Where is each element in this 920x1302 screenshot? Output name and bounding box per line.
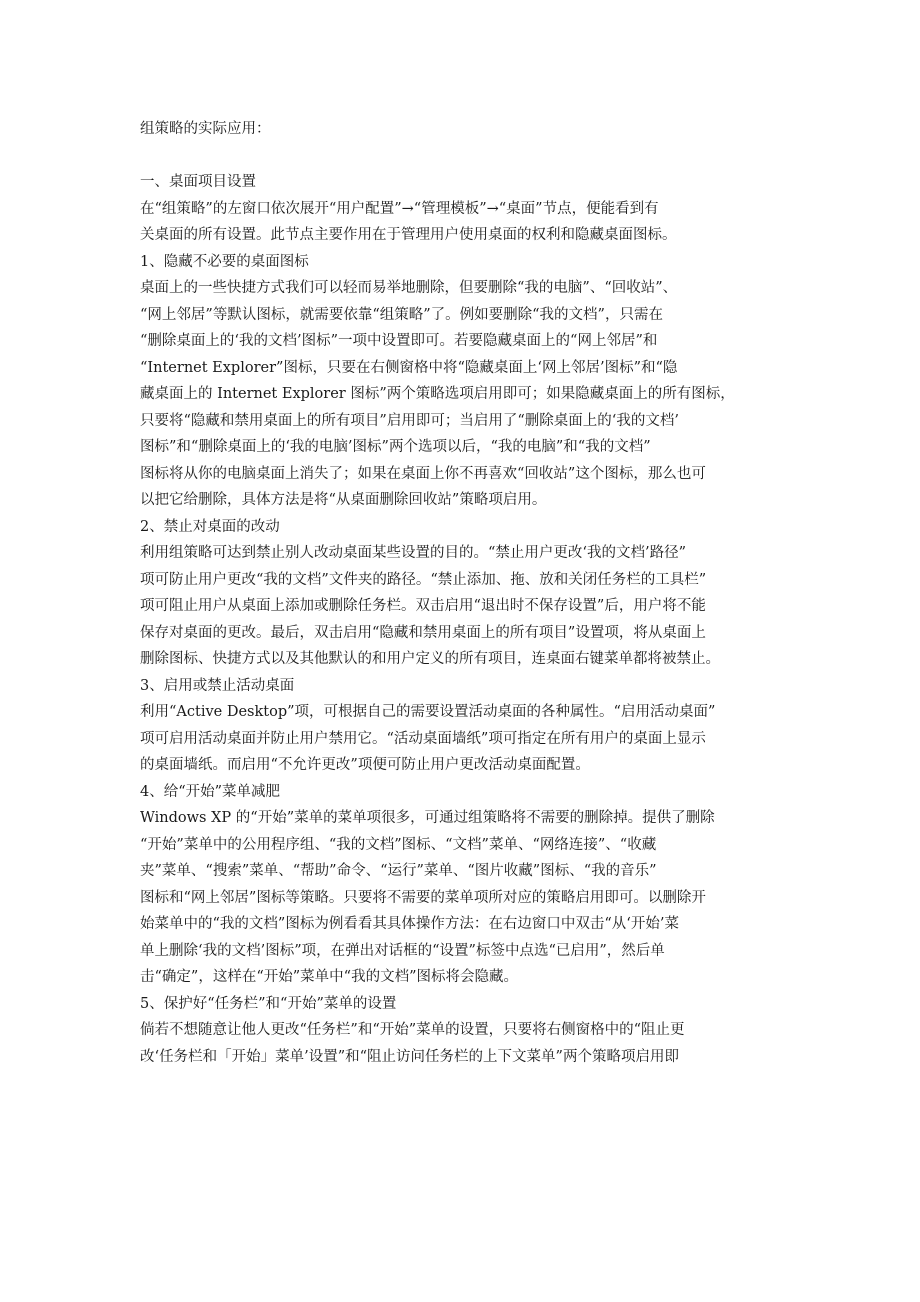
document-body	[140, 116, 790, 1070]
item-heading-start-menu: 4、给“开始”菜单减肥	[140, 783, 281, 800]
item-heading-taskbar-protect: 5、保护好“任务栏”和“开始”菜单的设置	[140, 995, 397, 1012]
paragraph-line: 图标将从你的电脑桌面上消失了；如果在桌面上你不再喜欢“回收站”这个图标，那么也可	[140, 465, 706, 482]
section-heading: 一、桌面项目设置	[140, 174, 256, 190]
blank-line	[140, 143, 790, 170]
paragraph-line: “网上邻居”等默认图标，就需要依靠“组策略”了。例如要删除“我的文档”，只需在	[140, 306, 663, 323]
paragraph-line: 改‘任务栏和「开始」菜单’设置”和“阻止访问任务栏的上下文菜单”两个策略项启用即	[140, 1048, 679, 1065]
intro-line: 关桌面的所有设置。此节点主要作用在于管理用户使用桌面的权利和隐藏桌面图标。	[140, 227, 677, 243]
paragraph-line: 单上删除‘我的文档’图标”项，在弹出对话框的“设置”标签中点选“已启用”，然后单	[140, 942, 665, 959]
paragraph-line: 夹”菜单、“搜索”菜单、“帮助”命令、“运行”菜单、“图片收藏”图标、“我的音乐”	[140, 863, 657, 879]
paragraph-line: 只要将“隐藏和禁用桌面上的所有项目”启用即可；当启用了“删除桌面上的‘我的文档’	[140, 412, 679, 429]
paragraph-line: 桌面上的一些快捷方式我们可以轻而易举地删除，但要删除“我的电脑”、“回收站”、	[140, 280, 678, 296]
paragraph-line: 删除图标、快捷方式以及其他默认的和用户定义的所有项目，连桌面右键菜单都将被禁止。	[140, 651, 720, 667]
paragraph-line: 利用组策略可达到禁止别人改动桌面某些设置的目的。“禁止用户更改‘我的文档’路径”	[140, 545, 687, 561]
paragraph-line: 藏桌面上的 Internet Explorer 图标”两个策略选项启用即可；如果隐藏桌面上的所有图标，	[140, 386, 735, 402]
paragraph-line: 击“确定”，这样在“开始”菜单中“我的文档”图标将会隐藏。	[140, 969, 518, 985]
paragraph-line: 项可启用活动桌面并防止用户禁用它。“活动桌面墙纸”项可指定在所有用户的桌面上显示	[140, 730, 706, 747]
paragraph-line: “删除桌面上的‘我的文档’图标”一项中设置即可。若要隐藏桌面上的“网上邻居”和	[140, 333, 658, 349]
intro-line: 在“组策略”的左窗口依次展开“用户配置”→“管理模板”→“桌面”节点，便能看到有	[140, 200, 659, 217]
paragraph-line: 利用“Active Desktop”项，可根据自己的需要设置活动桌面的各种属性。“启用活动桌面”	[140, 704, 716, 720]
item-heading-active-desktop: 3、启用或禁止活动桌面	[140, 677, 295, 694]
paragraph-line: 图标”和“删除桌面上的‘我的电脑’图标”两个选项以后，“我的电脑”和“我的文档”	[140, 439, 651, 455]
item-heading-prevent-changes: 2、禁止对桌面的改动	[140, 518, 280, 535]
paragraph-line: Windows XP 的“开始”菜单的菜单项很多，可通过组策略将不需要的删除掉。提供了删除	[140, 810, 715, 826]
paragraph-line: “Internet Explorer”图标，只要在右侧窗格中将“隐藏桌面上‘网上邻居’图标”和“隐	[140, 359, 678, 376]
paragraph-line: 的桌面墙纸。而启用“不允许更改”项便可防止用户更改活动桌面配置。	[140, 757, 590, 773]
paragraph-line: 保存对桌面的更改。最后，双击启用“隐藏和禁用桌面上的所有项目”设置项，将从桌面上	[140, 624, 706, 641]
paragraph-line: 倘若不想随意让他人更改“任务栏”和“开始”菜单的设置，只要将右侧窗格中的“阻止更	[140, 1022, 685, 1038]
paragraph-line: 项可防止用户更改“我的文档”文件夹的路径。“禁止添加、拖、放和关闭任务栏的工具栏”	[140, 571, 707, 588]
item-heading-hide-icons: 1、隐藏不必要的桌面图标	[140, 253, 309, 270]
paragraph-line: 图标和“网上邻居”图标等策略。只要将不需要的菜单项所对应的策略启用即可。以删除开	[140, 889, 706, 906]
document-title: 组策略的实际应用：	[140, 121, 271, 137]
paragraph-line: “开始”菜单中的公用程序组、“我的文档”图标、“文档”菜单、“网络连接”、“收藏	[140, 836, 657, 853]
paragraph-line: 项可阻止用户从桌面上添加或删除任务栏。双击启用“退出时不保存设置”后，用户将不能	[140, 598, 706, 614]
paragraph-line: 以把它给删除，具体方法是将“从桌面删除回收站”策略项启用。	[140, 492, 547, 508]
paragraph-line: 始菜单中的“我的文档”图标为例看看其具体操作方法：在右边窗口中双击“从‘开始’菜	[140, 916, 679, 932]
